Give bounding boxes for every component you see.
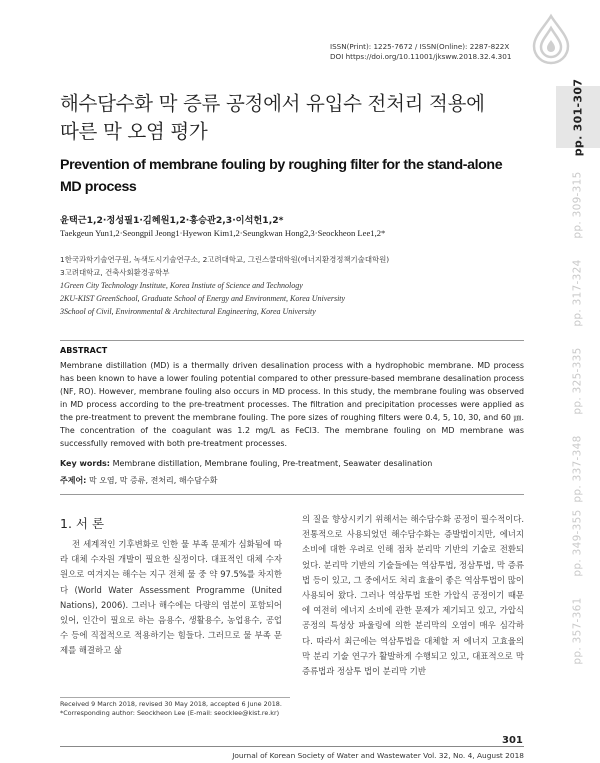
affiliations <box>60 253 540 318</box>
keywords-korean-line <box>60 475 524 486</box>
affiliation-en-3: 3School of Civil, Environmental & Architectural Engineering, Korea University <box>60 307 316 316</box>
authors-english: Taekgeun Yun1,2·Seongpil Jeong1·Hyewon Kim1,2·Seungkwan Hong2,3·Seockheon Lee1,2* <box>60 228 386 238</box>
affiliation-ko-1: 1한국과학기술연구원, 녹색도시기술연구소, 2고려대학교, 그린스쿨대학원(에너지환경정책기술대학원) <box>60 255 390 264</box>
divider-top <box>60 340 524 341</box>
affiliation-en-1: 1Green City Technology Institute, Korea Instiute of Science and Technology <box>60 281 303 290</box>
authors-korean: 윤택근1,2·정성필1·김혜원1,2·홍승관2,3·이석헌1,2* <box>60 215 284 226</box>
abstract-heading: ABSTRACT <box>60 346 108 355</box>
footnotes <box>60 700 290 718</box>
side-tab-2[interactable]: pp. 317-324 <box>572 259 584 327</box>
journal-footer: Journal of Korean Society of Water and Wastewater Vol. 32, No. 4, August 2018 <box>232 751 524 760</box>
body-left-column: 전 세계적인 기후변화로 인한 물 부족 문제가 심화됨에 따라 대체 수자원 개발이 필요한 실정이다. 대표적인 대체 수자원으로 여겨지는 해수는 지구 전체 물 중 약 97.5%를 차지한다 (World Water Assessment Programme (United Nations), 2006). 그러나 해수에는 다량의 염분이 포함되어 있어, 인간이 필요로 하는 음용수, 생활용수, 농업용수, 공업수 등에 직접적으로 적용하기는 힘들다. 그러므로 물 부족 문제를 해결하고 삶 <box>60 539 282 656</box>
side-tab-5[interactable]: pp. 349-355 <box>572 509 584 577</box>
side-tab-4[interactable]: pp. 337-348 <box>572 435 584 503</box>
title-english-line1: Prevention of membrane fouling by roughing filter for the stand-alone <box>60 157 503 173</box>
keywords-label: Key words: <box>60 459 111 468</box>
footer-divider <box>60 746 524 747</box>
water-drop-logo-icon <box>524 12 578 66</box>
keywords-text: Membrane distillation, Membrane fouling, Pre-treatment, Seawater desalination <box>112 459 433 468</box>
title-english <box>60 154 530 198</box>
keywords-korean-label: 주제어: <box>60 476 87 485</box>
doi-text: DOI https://doi.org/10.11001/jksww.2018.32.4.301 <box>330 52 512 61</box>
title-korean-line1: 해수담수화 막 증류 공정에서 유입수 전처리 적용에 <box>60 92 485 115</box>
title-korean-line2: 따른 막 오염 평가 <box>60 120 208 143</box>
corresponding-author: *Corresponding author: Seockheon Lee (E-mail: seocklee@kist.re.kr) <box>60 709 280 717</box>
page-number: 301 <box>502 735 523 746</box>
issn-text: ISSN(Print): 1225-7672 / ISSN(Online): 2287-822X <box>330 42 510 51</box>
keywords-line <box>60 459 524 468</box>
side-tab-6[interactable]: pp. 357-361 <box>572 597 584 665</box>
side-tab-3[interactable]: pp. 325-335 <box>572 347 584 415</box>
received-dates: Received 9 March 2018, revised 30 May 2018, accepted 6 June 2018. <box>60 700 282 708</box>
issn-doi-block <box>330 42 530 62</box>
abstract-body: Membrane distillation (MD) is a thermally driven desalination process with a hydrophobic membrane. MD process has been known to have a lower fouling potential compared to other pressure-based membrane desalination process (NF, RO). However, membrane fouling also occurs in MD process. In this study, the membrane fouling was observed in MD process according to the pre-treatment processes. The filtration and precipitation processes were applied as the pre-treatment to prevent the membrane fouling. The pore sizes of roughing filters were 0.4, 5, 10, 30, and 60 ㎛. The concentration of the coagulant was 1.2 mg/L as FeCl3. The membrane fouling on MD membrane was successfully removed with both pre-treatment processes. <box>60 361 524 448</box>
side-tab-0[interactable]: pp. 301-307 <box>556 86 600 148</box>
side-tab-1[interactable]: pp. 309-315 <box>572 171 584 239</box>
footnote-divider <box>60 697 290 698</box>
title-english-line2: MD process <box>60 179 137 195</box>
keywords-korean-text: 막 오염, 막 증류, 전처리, 해수담수화 <box>88 476 218 485</box>
title-korean <box>60 90 520 146</box>
section-title-introduction: 1. 서 론 <box>60 516 105 531</box>
affiliation-ko-2: 3고려대학교, 건축사회환경공학부 <box>60 268 170 277</box>
affiliation-en-2: 2KU-KIST GreenSchool, Graduate School of Energy and Environment, Korea University <box>60 294 346 303</box>
body-right-column: 의 질을 향상시키기 위해서는 해수담수화 공정이 필수적이다. 전통적으로 사용되었던 해수담수화는 증발법이지만, 에너지 소비에 대한 우려로 인해 점차 분리막 기반의 기술로 전환되었다. 분리막 기반의 기술들에는 역삼투법, 정삼투법, 막 증류법 등이 있고, 그 중에서도 처리 효율이 좋은 역삼투법이 많이 사용되어 왔다. 그러나 역삼투법 또한 가압식 공정이기 때문에 여전히 에너지 소비에 관한 문제가 제기되고 있고, 가압식 공정의 특성상 파울링에 의한 분리막의 오염이 매우 심각하다. 따라서 최근에는 역삼투법을 대체할 저 에너지 고효율의 막 분리 기술 연구가 활발하게 수행되고 있고, 대표적으로 막 증류법과 정삼투 법이 분리막 기반 <box>302 514 524 677</box>
divider-middle <box>60 494 524 495</box>
